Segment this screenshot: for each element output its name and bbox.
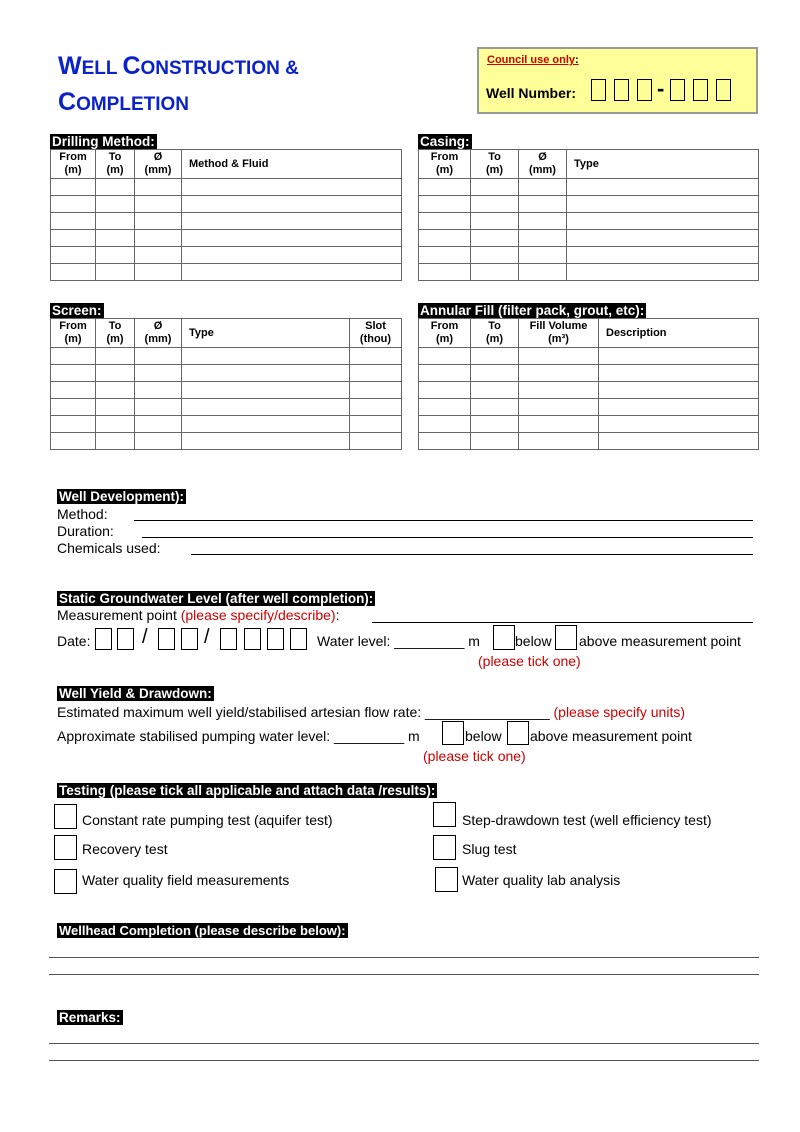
table-cell[interactable] (419, 179, 471, 196)
table-cell[interactable] (350, 382, 402, 399)
screen-table (50, 318, 402, 450)
pumping-above-checkbox[interactable] (507, 721, 529, 745)
council-use-label: Council use only: (487, 54, 579, 66)
table-cell[interactable] (96, 247, 135, 264)
pumping-level-label: Approximate stabilised pumping water level: _________ m (57, 728, 420, 744)
table-cell[interactable] (519, 247, 567, 264)
below-label: below (515, 633, 552, 649)
council-use-box (477, 47, 758, 114)
table-cell[interactable] (51, 213, 96, 230)
table-cell[interactable] (567, 179, 759, 196)
above-checkbox[interactable] (555, 625, 577, 650)
table-cell[interactable] (599, 433, 759, 450)
table-cell[interactable] (519, 433, 599, 450)
table-cell[interactable] (96, 433, 135, 450)
table-cell[interactable] (135, 399, 182, 416)
table-cell[interactable] (182, 230, 402, 247)
date-day-box[interactable] (117, 628, 134, 650)
table-cell[interactable] (135, 230, 182, 247)
table-cell[interactable] (96, 365, 135, 382)
table-cell[interactable] (471, 365, 519, 382)
static-groundwater-heading: Static Groundwater Level (after well completion): (59, 591, 374, 606)
table-cell[interactable] (96, 416, 135, 433)
well-number-digit-box[interactable] (670, 79, 685, 101)
slug-test-checkbox[interactable] (433, 835, 456, 860)
water-quality-field-checkbox[interactable] (54, 869, 77, 894)
casing-table (418, 149, 759, 281)
date-year-box[interactable] (290, 628, 307, 650)
recovery-test-label: Recovery test (82, 841, 168, 857)
constant-rate-label: Constant rate pumping test (aquifer test) (82, 812, 333, 828)
remarks-heading: Remarks: (59, 1010, 121, 1025)
testing-heading: Testing (please tick all applicable and attach data /results): (59, 783, 436, 798)
column-header: To (m) (96, 319, 135, 348)
table-cell[interactable] (135, 433, 182, 450)
table-cell[interactable] (135, 365, 182, 382)
table-cell[interactable] (182, 213, 402, 230)
table-cell[interactable] (51, 433, 96, 450)
table-cell[interactable] (182, 433, 350, 450)
column-header: Ø (mm) (135, 150, 182, 179)
table-cell[interactable] (419, 348, 471, 365)
remarks-line[interactable] (49, 1060, 759, 1061)
table-cell[interactable] (182, 348, 350, 365)
slug-test-label: Slug test (462, 841, 517, 857)
table-cell[interactable] (182, 365, 350, 382)
column-header: Type (182, 319, 350, 348)
well-development-heading: Well Development): (59, 489, 185, 504)
development-duration-label: Duration: (57, 523, 114, 539)
table-cell[interactable] (567, 247, 759, 264)
column-header: To (m) (471, 150, 519, 179)
column-header: Type (567, 150, 759, 179)
table-cell[interactable] (135, 348, 182, 365)
well-number-digit-box[interactable] (637, 79, 652, 101)
table-cell[interactable] (96, 230, 135, 247)
table-cell[interactable] (471, 264, 519, 281)
table-cell[interactable] (471, 230, 519, 247)
table-cell[interactable] (182, 179, 402, 196)
measurement-point-line[interactable] (372, 622, 753, 623)
table-cell[interactable] (135, 196, 182, 213)
table-cell[interactable] (51, 348, 96, 365)
well-number-digit-box[interactable] (693, 79, 708, 101)
table-cell[interactable] (182, 264, 402, 281)
table-cell[interactable] (350, 433, 402, 450)
wellhead-line[interactable] (49, 957, 759, 958)
table-cell[interactable] (51, 382, 96, 399)
annular-fill-heading: Annular Fill (filter pack, grout, etc): (420, 303, 645, 318)
water-quality-field-label: Water quality field measurements (82, 872, 290, 888)
table-cell[interactable] (51, 399, 96, 416)
table-cell[interactable] (350, 348, 402, 365)
table-cell[interactable] (519, 179, 567, 196)
table-cell[interactable] (51, 264, 96, 281)
table-cell[interactable] (471, 399, 519, 416)
casing-heading: Casing: (420, 134, 470, 149)
table-cell[interactable] (419, 264, 471, 281)
table-cell[interactable] (350, 365, 402, 382)
above-label: above measurement point (579, 633, 741, 649)
table-cell[interactable] (419, 382, 471, 399)
table-cell[interactable] (471, 213, 519, 230)
chemicals-used-line[interactable] (191, 554, 753, 555)
table-cell[interactable] (135, 179, 182, 196)
annular-fill-table (418, 318, 759, 450)
well-yield-heading: Well Yield & Drawdown: (59, 686, 212, 701)
table-cell[interactable] (567, 230, 759, 247)
development-method-line[interactable] (134, 520, 753, 521)
table-cell[interactable] (135, 416, 182, 433)
table-cell[interactable] (519, 230, 567, 247)
page-title: WELL CONSTRUCTION & COMPLETION (58, 52, 299, 116)
table-cell[interactable] (96, 264, 135, 281)
table-cell[interactable] (599, 382, 759, 399)
column-header: Ø (mm) (519, 150, 567, 179)
column-header: Method & Fluid (182, 150, 402, 179)
date-year-box[interactable] (244, 628, 261, 650)
column-header: From (m) (419, 319, 471, 348)
table-cell[interactable] (567, 264, 759, 281)
drilling-method-table (50, 149, 402, 281)
date-slash: / (204, 626, 210, 648)
below-checkbox[interactable] (493, 625, 515, 650)
table-cell[interactable] (519, 196, 567, 213)
wellhead-line[interactable] (49, 974, 759, 975)
table-cell[interactable] (51, 196, 96, 213)
chemicals-used-label: Chemicals used: (57, 540, 161, 556)
table-cell[interactable] (182, 382, 350, 399)
well-number-digit-box[interactable] (716, 79, 731, 101)
recovery-test-checkbox[interactable] (54, 835, 77, 860)
table-cell[interactable] (135, 264, 182, 281)
above-label: above measurement point (530, 728, 692, 744)
well-number-label: Well Number: (486, 85, 576, 101)
table-cell[interactable] (350, 399, 402, 416)
column-header: Slot (thou) (350, 319, 402, 348)
remarks-line[interactable] (49, 1043, 759, 1044)
table-cell[interactable] (599, 416, 759, 433)
table-cell[interactable] (519, 382, 599, 399)
table-cell[interactable] (519, 264, 567, 281)
table-cell[interactable] (135, 213, 182, 230)
table-cell[interactable] (51, 365, 96, 382)
table-cell[interactable] (51, 230, 96, 247)
table-cell[interactable] (51, 179, 96, 196)
table-cell[interactable] (350, 416, 402, 433)
water-quality-lab-checkbox[interactable] (435, 867, 458, 892)
well-number-dash: - (657, 76, 665, 101)
table-cell[interactable] (96, 213, 135, 230)
table-cell[interactable] (96, 382, 135, 399)
screen-heading: Screen: (52, 303, 102, 318)
water-level-label: Water level: _________ m (317, 633, 480, 649)
date-slash: / (142, 626, 148, 648)
table-cell[interactable] (599, 348, 759, 365)
drilling-method-heading: Drilling Method: (52, 134, 155, 149)
column-header: Fill Volume (m³) (519, 319, 599, 348)
table-cell[interactable] (419, 196, 471, 213)
table-cell[interactable] (419, 213, 471, 230)
column-header: To (m) (471, 319, 519, 348)
table-cell[interactable] (419, 399, 471, 416)
pumping-below-checkbox[interactable] (442, 721, 464, 745)
table-cell[interactable] (519, 365, 599, 382)
constant-rate-checkbox[interactable] (54, 804, 77, 829)
table-cell[interactable] (135, 247, 182, 264)
wellhead-completion-heading: Wellhead Completion (please describe below): (59, 923, 346, 938)
step-drawdown-checkbox[interactable] (433, 802, 456, 827)
table-cell[interactable] (471, 196, 519, 213)
tick-one-hint: (please tick one) (423, 748, 526, 764)
table-cell[interactable] (471, 382, 519, 399)
date-year-box[interactable] (267, 628, 284, 650)
table-cell[interactable] (51, 416, 96, 433)
table-cell[interactable] (96, 399, 135, 416)
table-cell[interactable] (419, 365, 471, 382)
column-header: From (m) (51, 150, 96, 179)
table-cell[interactable] (182, 416, 350, 433)
well-number-digit-box[interactable] (591, 79, 606, 101)
table-cell[interactable] (567, 196, 759, 213)
column-header: To (m) (96, 150, 135, 179)
table-cell[interactable] (471, 416, 519, 433)
table-cell[interactable] (96, 179, 135, 196)
column-header: From (m) (51, 319, 96, 348)
step-drawdown-label: Step-drawdown test (well efficiency test) (462, 812, 712, 828)
table-cell[interactable] (519, 213, 567, 230)
table-cell[interactable] (519, 416, 599, 433)
measurement-point-label: Measurement point (please specify/describe): (57, 607, 340, 623)
table-cell[interactable] (96, 196, 135, 213)
date-month-box[interactable] (181, 628, 198, 650)
table-cell[interactable] (182, 196, 402, 213)
table-cell[interactable] (419, 247, 471, 264)
development-method-label: Method: (57, 506, 108, 522)
column-header: Ø (mm) (135, 319, 182, 348)
table-cell[interactable] (471, 433, 519, 450)
date-year-box[interactable] (220, 628, 237, 650)
column-header: From (m) (419, 150, 471, 179)
tick-one-hint: (please tick one) (478, 653, 581, 669)
below-label: below (465, 728, 502, 744)
water-quality-lab-label: Water quality lab analysis (462, 872, 621, 888)
table-cell[interactable] (599, 399, 759, 416)
table-cell[interactable] (471, 179, 519, 196)
table-cell[interactable] (96, 348, 135, 365)
table-cell[interactable] (51, 247, 96, 264)
flow-rate-label: Estimated maximum well yield/stabilised artesian flow rate: ________________ (please specify units) (57, 704, 686, 720)
table-cell[interactable] (182, 399, 350, 416)
table-cell[interactable] (519, 348, 599, 365)
table-cell[interactable] (599, 365, 759, 382)
table-cell[interactable] (471, 348, 519, 365)
table-cell[interactable] (567, 213, 759, 230)
date-month-box[interactable] (158, 628, 175, 650)
column-header: Description (599, 319, 759, 348)
date-day-box[interactable] (95, 628, 112, 650)
table-cell[interactable] (519, 399, 599, 416)
well-number-digit-box[interactable] (614, 79, 629, 101)
table-cell[interactable] (182, 247, 402, 264)
table-cell[interactable] (419, 230, 471, 247)
table-cell[interactable] (471, 247, 519, 264)
table-cell[interactable] (419, 416, 471, 433)
table-cell[interactable] (135, 382, 182, 399)
development-duration-line[interactable] (142, 537, 753, 538)
table-cell[interactable] (419, 433, 471, 450)
date-label: Date: (57, 633, 91, 649)
